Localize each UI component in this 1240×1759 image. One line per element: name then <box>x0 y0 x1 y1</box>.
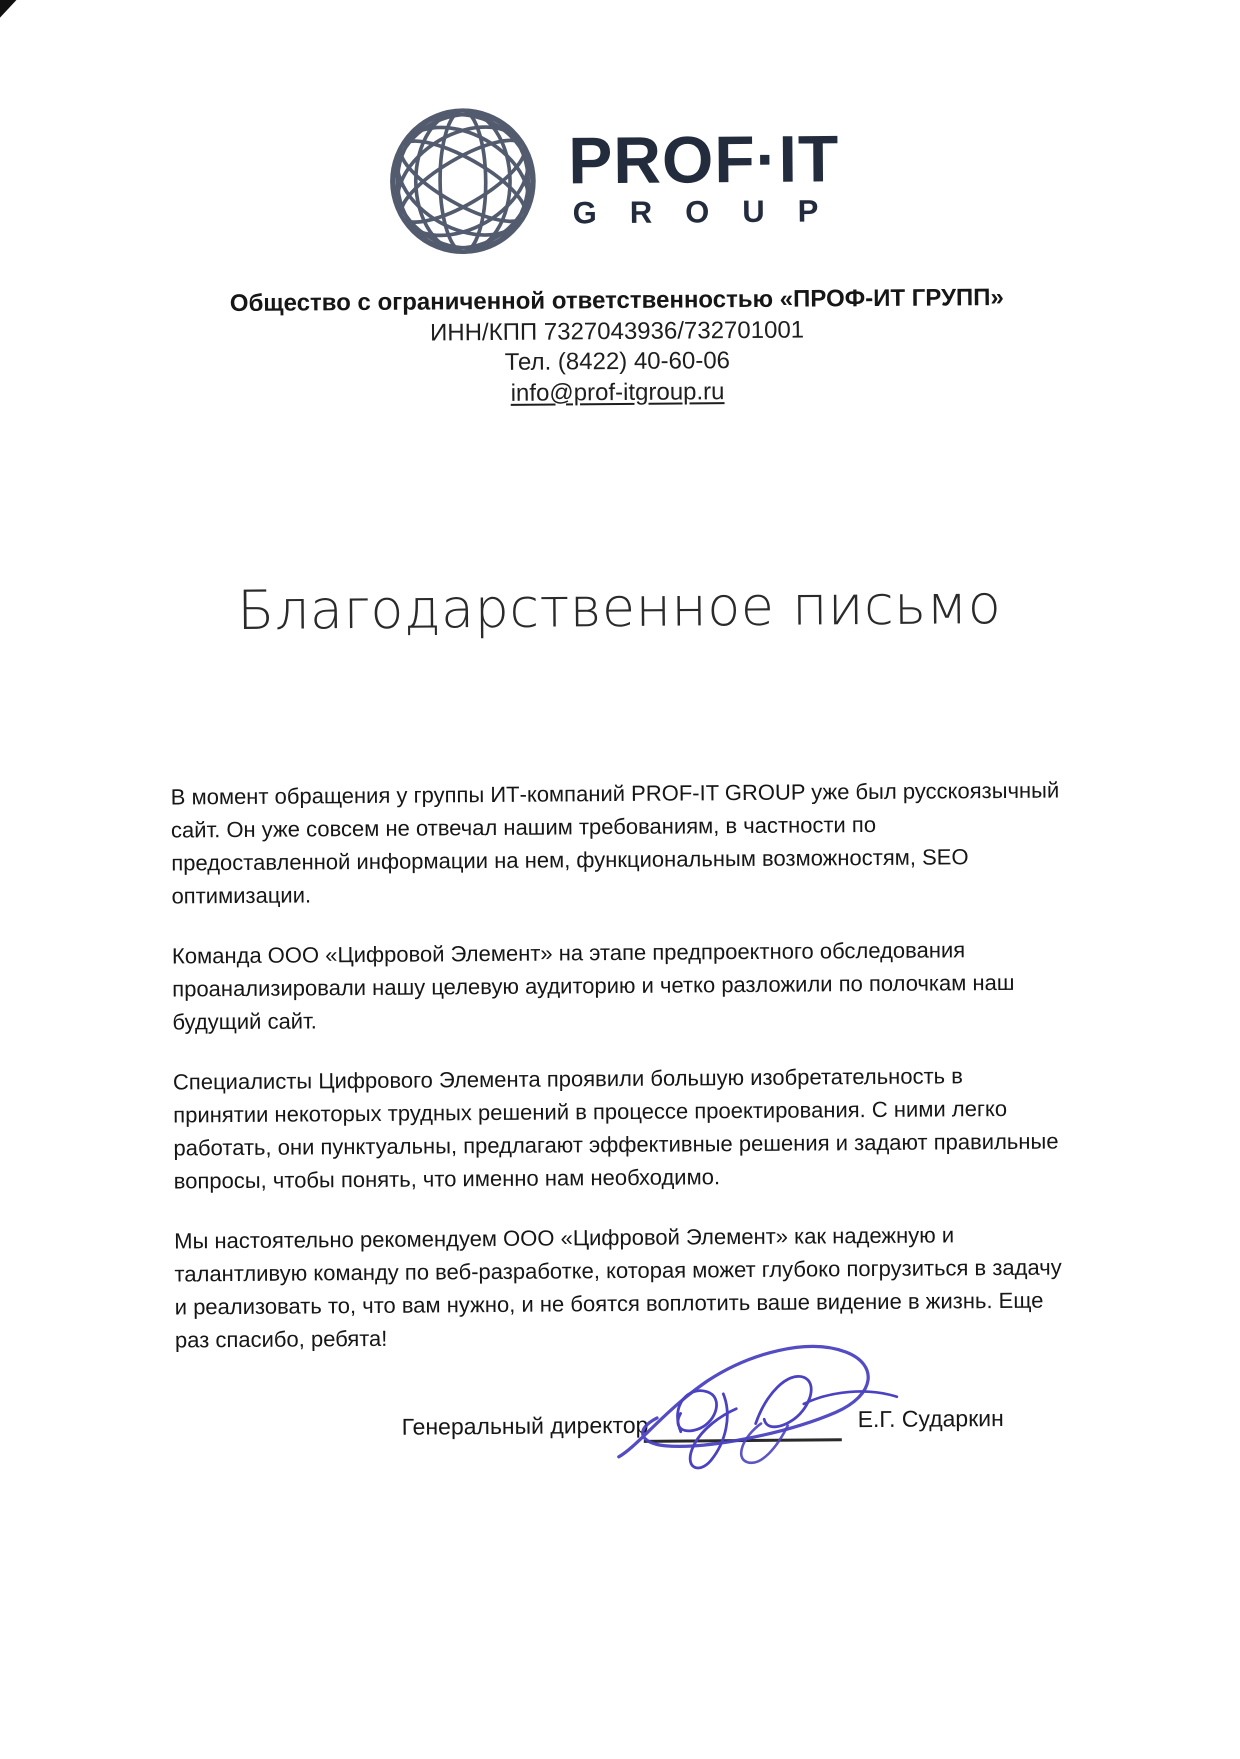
globe-icon <box>386 105 539 258</box>
paragraph-2: Команда ООО «Цифровой Элемент» на этапе предпроектного обследования проанализировали нашу целевую аудиторию и четко разложили по полочкам наш будущий сайт. <box>171 937 1015 1035</box>
company-inn-kpp: ИНН/КПП 7327043936/732701001 <box>429 316 805 346</box>
signature-name: Е.Г. Сударкин <box>857 1405 1004 1433</box>
signature-role-label: Генеральный директор <box>401 1411 649 1440</box>
company-info-block <box>0 281 1238 413</box>
signature-scribble-icon <box>605 1328 906 1470</box>
company-name: Общество с ограниченной ответственностью «ПРОФ-ИТ ГРУПП» <box>229 283 1004 318</box>
logo-wordmark <box>567 121 852 231</box>
paragraph-1: В момент обращения у группы ИТ-компаний PROF-IT GROUP уже был русскоязычный сайт. Он уже совсем не отвечал нашим требованиям, в частности по предоставленной информации на нем, функциональным возможностям, SEO оптимизации. <box>170 777 1060 909</box>
paragraph-4: Мы настоятельно рекомендуем ООО «Цифровой Элемент» как надежную и талантливую команду по веб-разработке, которая может глубоко погрузиться в задачу и реализовать то, что вам нужно, и не боятся воплотить ваше видение в жизнь. Еще раз спасибо, ребята! <box>174 1222 1062 1353</box>
logo-wordmark-secondary: GROUP <box>572 193 852 231</box>
company-phone: Тел. (8422) 40-60-06 <box>504 347 731 376</box>
scan-corner-artifact <box>0 0 19 31</box>
company-email: info@prof-itgroup.ru <box>510 377 725 407</box>
logo-wordmark-primary: PROF·IT <box>567 121 840 198</box>
company-logo <box>0 0 1236 261</box>
letter-body <box>171 774 1065 1357</box>
letter-title: Благодарственное письмо <box>236 573 1002 643</box>
signature-block <box>5 1387 1240 1567</box>
paragraph-3: Специалисты Цифрового Элемента проявили большую изобретательность в принятии некоторых трудных решений в процессе проектирования. С ними легко работать, они пунктуальны, предлагают эффективные решения и задают правильные вопросы, чтобы понять, что именно нам необходимо. <box>172 1063 1059 1194</box>
